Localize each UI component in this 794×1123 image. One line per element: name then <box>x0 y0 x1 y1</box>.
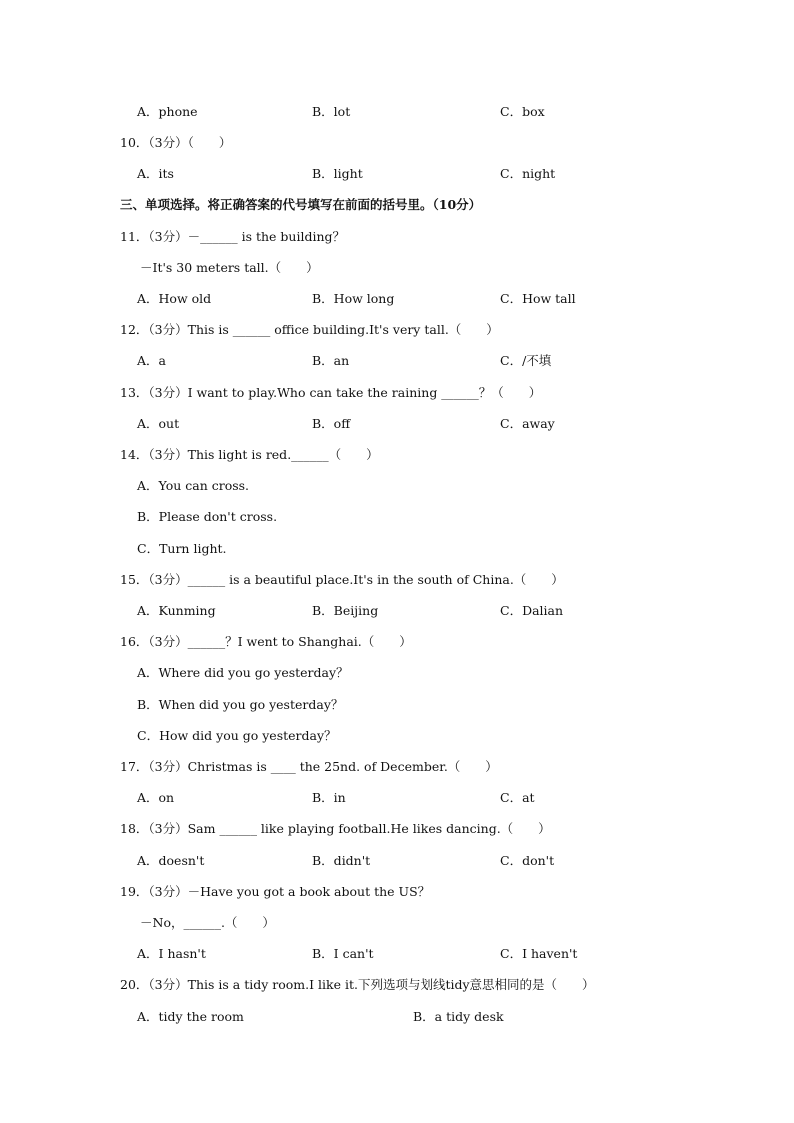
question-19-stem: 19．（3分）－Have you got a book about the US？ <box>120 884 431 899</box>
question-19-option-b: B．I can't <box>312 946 374 961</box>
question-16-stem: 16．（3分）______？I went to Shanghai.（ ） <box>120 634 412 649</box>
question-17-option-b: B．in <box>312 790 346 805</box>
option-a: A．phone <box>137 104 198 119</box>
question-17-option-c: C．at <box>500 790 535 805</box>
question-18-stem: 18．（3分）Sam ______ like playing football.He likes dancing.（ ） <box>120 821 551 836</box>
question-14-stem: 14．（3分）This light is red.______（ ） <box>120 447 379 462</box>
question-17-stem: 17．（3分）Christmas is ____ the 25nd. of December.（ ） <box>120 759 498 774</box>
question-14-option-b: B．Please don't cross. <box>137 509 278 524</box>
question-17-option-a: A．on <box>137 790 175 805</box>
question-12-option-c: C．/不填 <box>500 353 552 368</box>
question-12-option-a: A．a <box>137 353 166 368</box>
section-heading: 三、单项选择。将正确答案的代号填写在前面的括号里。（10分） <box>120 197 482 212</box>
question-11-option-b: B．How long <box>312 291 395 306</box>
question-18-option-a: A．doesn't <box>137 853 205 868</box>
question-16-option-c: C．How did you go yesterday？ <box>137 728 337 743</box>
question-15-option-b: B．Beijing <box>312 603 379 618</box>
question-10-option-c: C．night <box>500 166 556 181</box>
question-14-option-c: C．Turn light. <box>137 541 227 556</box>
question-18-option-c: C．don't <box>500 853 555 868</box>
question-19-option-a: A．I hasn't <box>137 946 206 961</box>
question-18-option-b: B．didn't <box>312 853 371 868</box>
question-15-option-c: C．Dalian <box>500 603 564 618</box>
question-10-stem: 10．（3分）（ ） <box>120 135 232 150</box>
question-13-option-b: B．off <box>312 416 351 431</box>
question-20-stem: 20．（3分）This is a tidy room.I like it.下列选项与划线tidy意思相同的是（ ） <box>120 977 595 992</box>
option-b: B．lot <box>312 104 351 119</box>
question-13-stem: 13．（3分）I want to play.Who can take the raining ______？（ ） <box>120 385 542 400</box>
question-14-option-a: A．You can cross. <box>137 478 250 493</box>
question-19-option-c: C．I haven't <box>500 946 578 961</box>
question-19-sub: －No，______.（ ） <box>140 915 275 930</box>
question-10-option-a: A．its <box>137 166 174 181</box>
question-16-option-b: B．When did you go yesterday？ <box>137 697 344 712</box>
question-11-stem: 11．（3分）－______ is the building？ <box>120 229 346 244</box>
question-11-option-a: A．How old <box>137 291 212 306</box>
question-20-option-b: B．a tidy desk <box>413 1009 504 1024</box>
question-15-option-a: A．Kunming <box>137 603 216 618</box>
question-11-option-c: C．How tall <box>500 291 576 306</box>
question-16-option-a: A．Where did you go yesterday？ <box>137 665 349 680</box>
question-13-option-c: C．away <box>500 416 555 431</box>
question-20-option-a: A．tidy the room <box>137 1009 244 1024</box>
question-15-stem: 15．（3分）______ is a beautiful place.It's in the south of China.（ ） <box>120 572 564 587</box>
question-11-sub: －It's 30 meters tall.（ ） <box>140 260 319 275</box>
option-c: C．box <box>500 104 545 119</box>
question-13-option-a: A．out <box>137 416 180 431</box>
question-10-option-b: B．light <box>312 166 363 181</box>
question-12-stem: 12．（3分）This is ______ office building.It's very tall.（ ） <box>120 322 499 337</box>
question-12-option-b: B．an <box>312 353 350 368</box>
